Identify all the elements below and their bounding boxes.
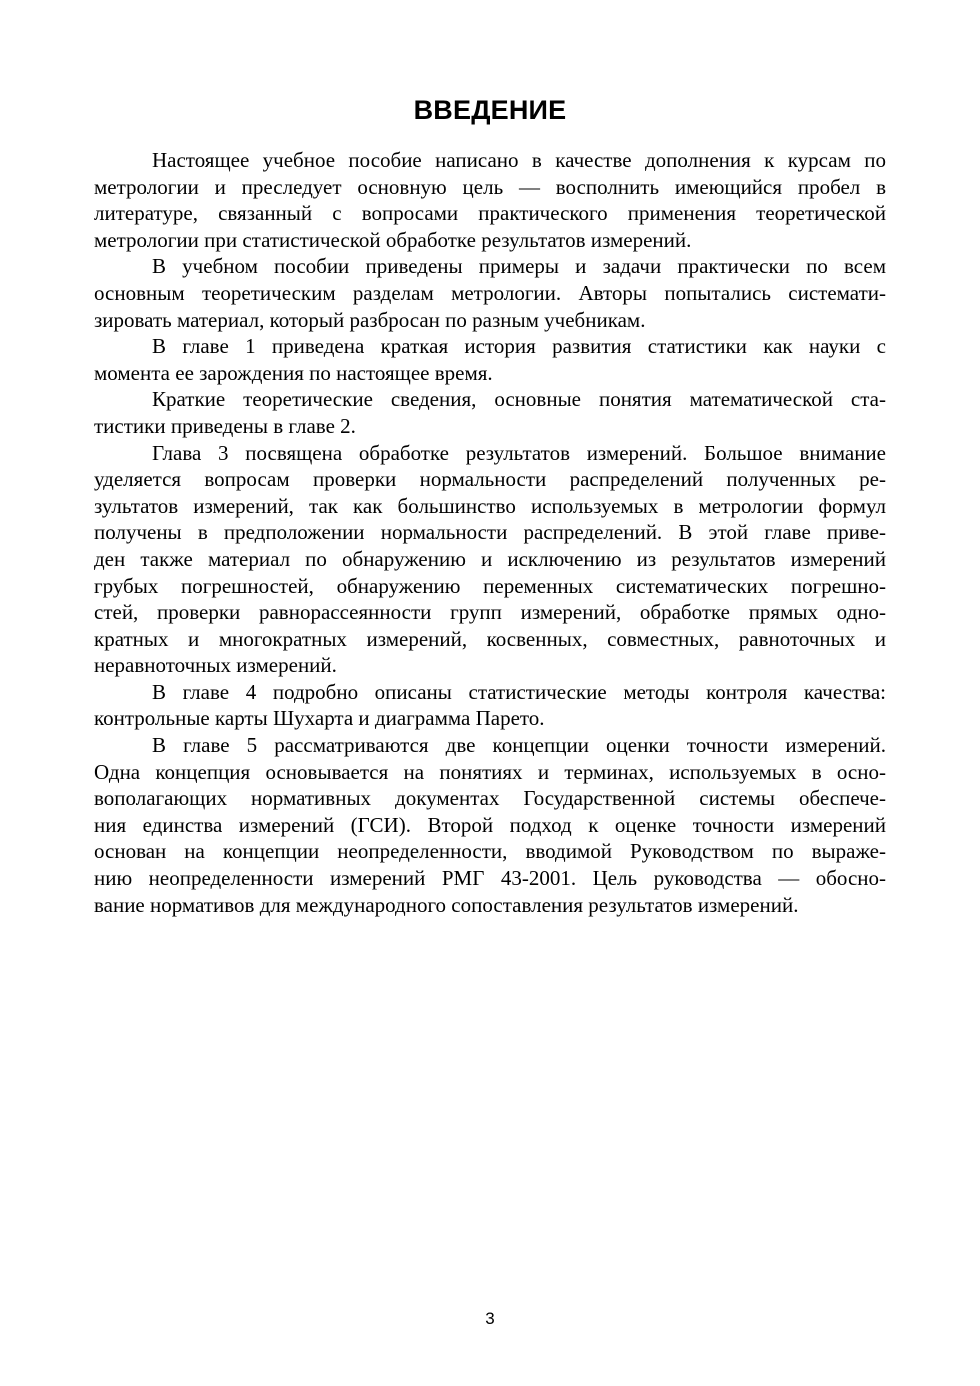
text-line: Краткие теоретические сведения, основные понятия математической ста- [152,387,886,412]
text-line: тистики приведены в главе 2. [94,413,356,438]
text-line: вополагающих нормативных документах Государственной системы обеспече- [94,786,886,811]
text-line: основан на концепции неопределенности, вводимой Руководством по выраже- [94,839,886,864]
page-number: 3 [485,1309,495,1328]
paragraph [94,333,886,386]
text-line: контрольные карты Шухарта и диаграмма Парето. [94,706,545,731]
text-line: Настоящее учебное пособие написано в качестве дополнения к курсам по [152,148,886,172]
text-line: В главе 4 подробно описаны статистические методы контроля качества: [152,679,886,704]
text-line: Одна концепция основывается на понятиях и терминах, используемых в осно- [94,759,886,784]
text-line: грубых погрешностей, обнаружению переменных систематических погрешно- [94,573,886,598]
text-line: метрологии и преследует основную цель — восполнить имеющийся пробел в [94,174,886,199]
paragraph [94,147,886,253]
text-line: литературе, связанный с вопросами практического применения теоретической [94,201,886,226]
text-line: получены в предположении нормальности распределений. В этой главе приве- [94,520,886,545]
text-line: ния единства измерений (ГСИ). Второй подход к оценке точности измерений [94,812,886,837]
text-line: уделяется вопросам проверки нормальности распределений полученных ре- [94,467,886,492]
text-line: основным теоретическим разделам метрологии. Авторы попытались системати- [94,280,886,305]
text-line: нию неопределенности измерений РМГ 43-2001. Цель руководства — обосно- [94,866,886,891]
paragraph [94,386,886,439]
document-body [94,147,886,918]
text-line: вание нормативов для международного сопоставления результатов измерений. [94,892,799,917]
text-line: неравноточных измерений. [94,653,337,678]
text-line: зультатов измерений, так как большинство используемых в метрологии формул [94,493,886,518]
text-line: кратных и многократных измерений, косвенных, совместных, равноточных и [94,626,886,651]
text-line: В главе 5 рассматриваются две концепции оценки точности измерений. [152,733,886,758]
paragraph [94,732,886,918]
text-line: момента ее зарождения по настоящее время. [94,360,493,385]
text-line: ден также материал по обнаружению и исключению из результатов измерений [94,546,886,571]
text-line: В учебном пособии приведены примеры и задачи практически по всем [152,254,886,279]
text-line: стей, проверки равнорассеянности групп измерений, обработке прямых одно- [94,600,886,625]
text-line: В главе 1 приведена краткая история развития статистики как науки с [152,334,886,359]
page-title: ВВЕДЕНИЕ [413,95,567,125]
text-line: Глава 3 посвящена обработке результатов измерений. Большое внимание [152,440,886,465]
paragraph [94,440,886,679]
text-line: зировать материал, который разбросан по разным учебникам. [94,307,646,332]
text-line: метрологии при статистической обработке результатов измерений. [94,227,692,252]
paragraph [94,253,886,333]
paragraph [94,679,886,732]
